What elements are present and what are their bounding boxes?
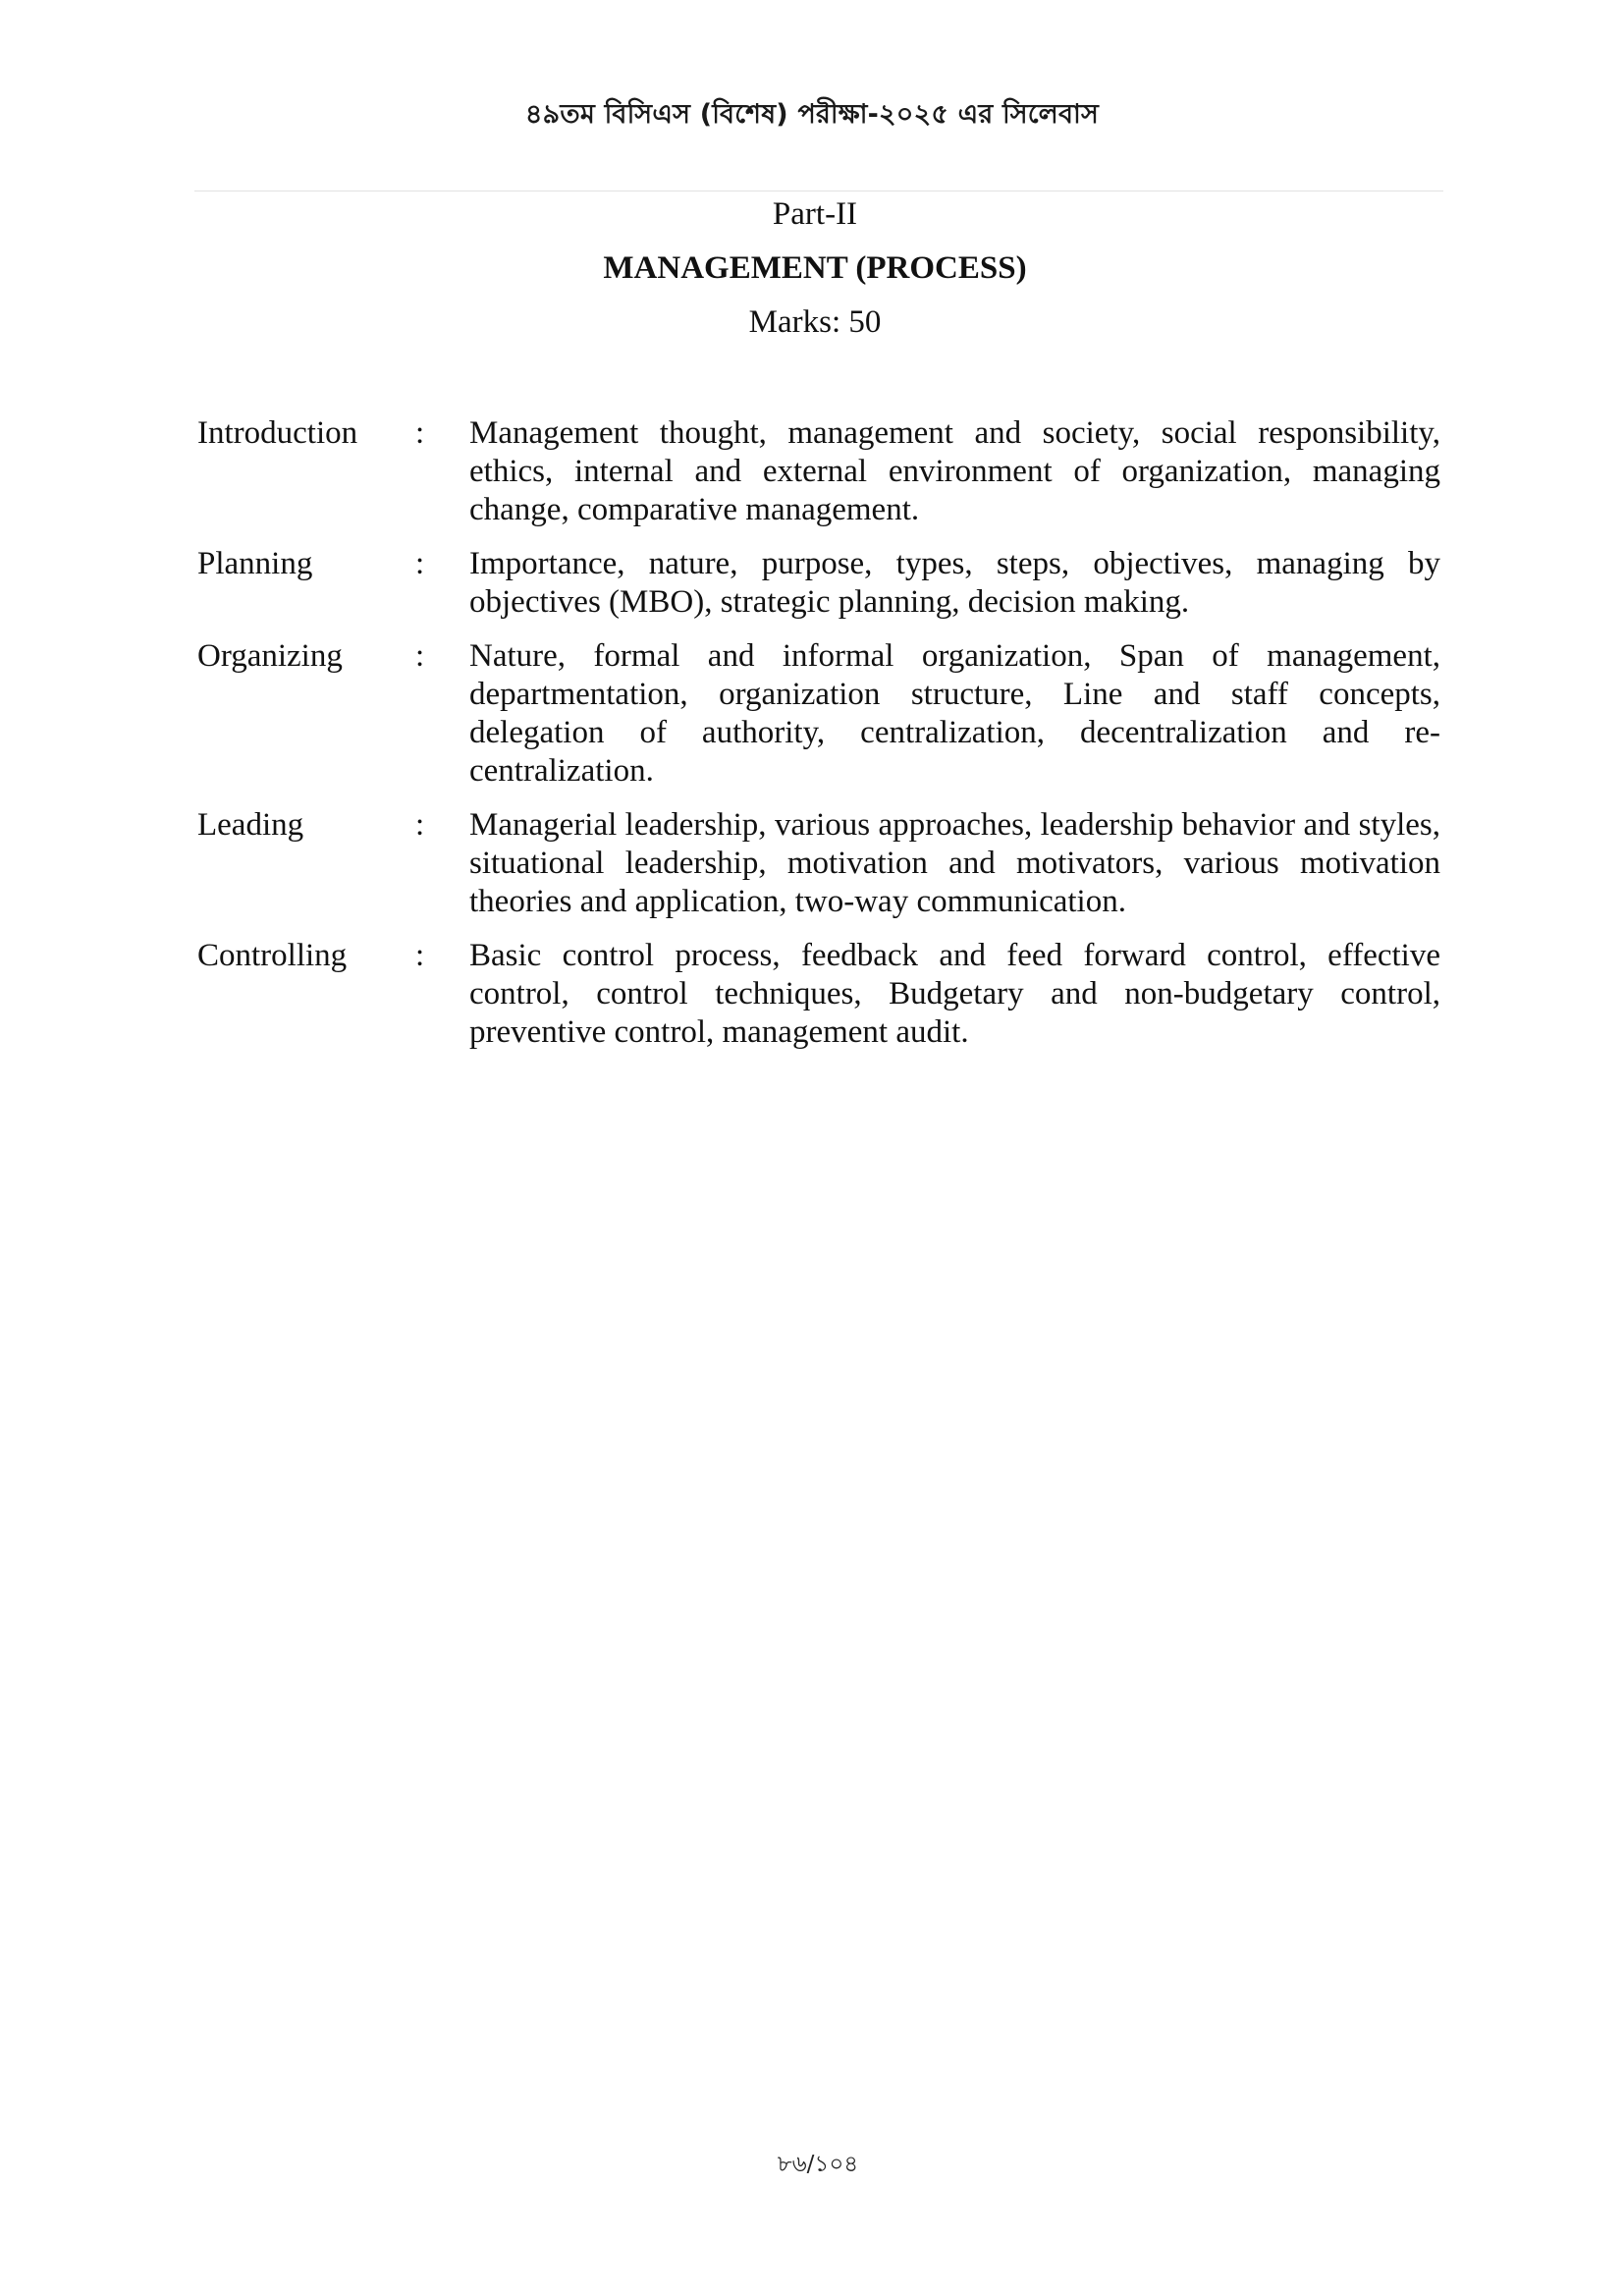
marks-label: Marks: 50 bbox=[748, 304, 882, 340]
syllabus-row-planning bbox=[197, 545, 1440, 622]
topic-description: Basic control process, feedback and feed forward control, effective control, control techniques, Budgetary and non-budgetary control, preventive control, management audit. bbox=[469, 938, 1440, 1050]
syllabus-row-organizing bbox=[197, 637, 1440, 791]
syllabus-row-controlling bbox=[197, 937, 1440, 1052]
topic-label: Controlling bbox=[197, 938, 348, 973]
syllabus-table bbox=[197, 414, 1440, 1067]
syllabus-row-introduction bbox=[197, 414, 1440, 529]
topic-label: Planning bbox=[197, 546, 313, 581]
topic-separator: : bbox=[415, 546, 425, 581]
topic-separator: : bbox=[415, 807, 425, 843]
topic-label: Leading bbox=[197, 807, 304, 843]
topic-label: Introduction bbox=[197, 415, 358, 451]
topic-separator: : bbox=[415, 638, 425, 674]
topic-description: Management thought, management and society, social responsibility, ethics, internal and external environment of organization, managing change, comparative management. bbox=[469, 415, 1440, 527]
page-number: ৮৬/১০৪ bbox=[777, 2152, 859, 2177]
topic-description: Importance, nature, purpose, types, steps, objectives, managing by objectives (MBO), strategic planning, decision making. bbox=[469, 546, 1440, 620]
topic-label: Organizing bbox=[197, 638, 343, 674]
syllabus-row-leading bbox=[197, 806, 1440, 921]
topic-separator: : bbox=[415, 938, 425, 973]
topic-separator: : bbox=[415, 415, 425, 451]
topic-description: Nature, formal and informal organization, Span of management, departmentation, organization structure, Line and staff concepts, delegation of authority, centralization, decentralization and re-centralization. bbox=[469, 638, 1440, 789]
part-label: Part-II bbox=[772, 196, 858, 232]
page-header-title: ৪৯তম বিসিএস (বিশেষ) পরীক্ষা-২০২৫ এর সিলেবাস bbox=[524, 99, 1100, 130]
topic-description: Managerial leadership, various approaches, leadership behavior and styles, situational leadership, motivation and motivators, various motivation theories and application, two-way communication. bbox=[469, 807, 1440, 919]
subject-title: MANAGEMENT (PROCESS) bbox=[603, 250, 1027, 286]
